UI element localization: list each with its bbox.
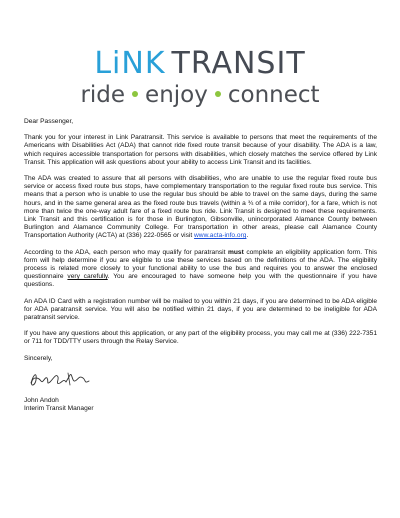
paragraph-eligibility xyxy=(24,249,377,290)
tagline-enjoy: enjoy xyxy=(145,82,208,108)
closing-sincerely: Sincerely, xyxy=(24,354,53,362)
salutation: Dear Passenger, xyxy=(24,118,74,125)
paragraph-ada-purpose-end: . xyxy=(246,232,249,240)
tagline-connect: connect xyxy=(227,82,320,108)
logo-link-text: LiNK xyxy=(94,46,166,81)
logo-transit-text: TRANSIT xyxy=(171,46,306,81)
paragraph-questions: If you have any questions about this application, or any part of the eligibility process, you may call me at (336) 222-7351 or 711 for TDD/TTY users through the Relay Service. xyxy=(24,330,377,346)
logo-wordmark xyxy=(0,48,400,80)
emphasis-very-carefully: very carefully xyxy=(67,273,108,281)
tagline-dot-icon xyxy=(132,91,138,97)
letter-body xyxy=(24,118,377,413)
signature-scribble-icon xyxy=(28,369,98,389)
paragraph-id-card: An ADA ID Card with a registration number will be mailed to you within 21 days, if you are determined to be ADA eligible for ADA paratransit service. You will also be notified within 21 days, if you are determined to be ineligible for ADA paratransit service. xyxy=(24,297,377,322)
signer-title: Interim Transit Manager xyxy=(24,405,94,413)
logo-tagline xyxy=(0,82,400,108)
signer-name: John Andoh xyxy=(24,396,59,404)
acta-website-link[interactable]: www.acta-info.org xyxy=(194,232,247,240)
handwritten-signature xyxy=(28,369,377,389)
paragraph-intro: Thank you for your interest in Link Paratransit. This service is available to persons that meet the requirements of the Americans with Disabilities Act (ADA) that cannot ride fixed route transit because of your disability. The ADA is a law, which requires accessible transportation for persons with disabilities, which closely matches the service offered by Link Transit. This application will ask questions about your ability to access Link Transit and its facilities. xyxy=(24,134,377,166)
paragraph-eligibility-b: complete an eligibility application form. This form will help determine if you are eligible to use these services based on the definitions of the ADA. The eligibility process is related more closely to your functional ability to use the bus and requires you to answer the enclosed questionnaire xyxy=(24,248,377,281)
paragraph-ada-purpose-text: The ADA was created to assure that all persons with disabilities, who are unable to use the regular fixed route bus service or access fixed route bus stops, have complementary transportation to the regular fixed route bus service. This means that a person who is unable to use the regular bus should be able to travel on the same days, during the same hours, and in the same general area as the fixed route bus travels (within a ¾ of a mile corridor), for a fare, which is not more than twice the one-way adult fare of a fixed route bus ride. Link Transit is designed to meet these requirements. Link Transit and this certification is for those in Burlington, Gibsonville, unincorporated Alamance County between Burlington and Alamance Community College. For transportation in other areas, please call Alamance County Transportation Authority (ACTA) at (336) 222-0565 or visit xyxy=(24,175,377,240)
paragraph-eligibility-a: According to the ADA, each person who may qualify for paratransit xyxy=(24,248,229,256)
paragraph-ada-purpose xyxy=(24,175,377,241)
paragraph-eligibility-c: . You are encouraged to have someone help you with the questionnaire if you have questions. xyxy=(24,273,377,289)
link-transit-logo xyxy=(0,48,400,108)
tagline-dot-icon xyxy=(215,91,221,97)
tagline-ride: ride xyxy=(80,82,126,108)
emphasis-must: must xyxy=(228,248,244,256)
closing-block xyxy=(24,355,377,414)
